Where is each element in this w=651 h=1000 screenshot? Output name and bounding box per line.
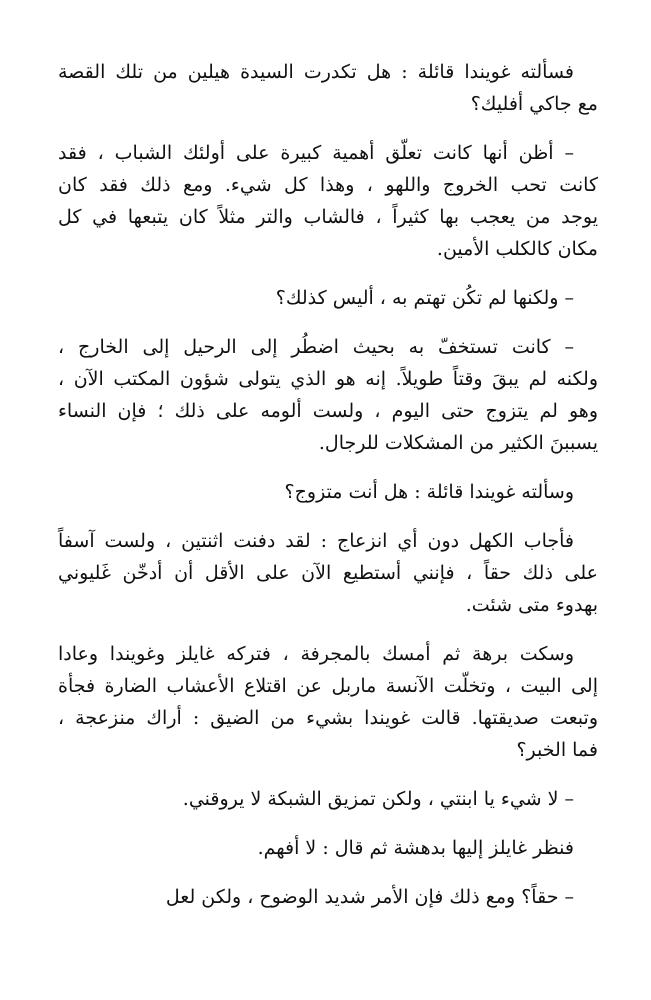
text-line: – لا شيء يا ابنتي ، ولكن تمزيق الشبكة لا يروقني. bbox=[182, 788, 574, 810]
text-line: وسألته غويندا قائلة : هل أنت متزوج؟ bbox=[284, 481, 574, 503]
text-line: مكان كالكلب الأمين. bbox=[436, 238, 598, 260]
text-line: فسألته غويندا قائلة : هل تكدرت السيدة هيلين من تلك القصة bbox=[58, 61, 574, 83]
text-line: ولكنه لم يبقَ وقتاً طويلاً. إنه هو الذي يتولى شؤون المكتب الآن ، bbox=[58, 368, 598, 390]
paragraph bbox=[58, 525, 598, 621]
text-line: – حقاً؟ ومع ذلك فإن الأمر شديد الوضوح ، ولكن لعل bbox=[165, 886, 574, 908]
text-line: – ولكنها لم تكُن تهتم به ، أليس كذلك؟ bbox=[275, 287, 574, 309]
text-line: فنظر غايلز إليها بدهشة ثم قال : لا أفهم. bbox=[257, 837, 574, 859]
paragraph bbox=[58, 881, 598, 913]
paragraph bbox=[58, 282, 598, 314]
text-line: – كانت تستخفّ به بحيث اضطُر إلى الرحيل إلى الخارج ، bbox=[58, 336, 574, 358]
text-line: وسكت برهة ثم أمسك بالمجرفة ، فتركه غايلز وغويندا وعادا bbox=[58, 643, 574, 665]
text-line: وتبعت صديقتها. قالت غويندا بشيء من الضيق : أراك منزعجة ، bbox=[58, 707, 598, 729]
text-line: إلى البيت ، وتخلّت الآنسة ماربل عن اقتلاع الأعشاب الضارة فجأة bbox=[58, 675, 598, 697]
paragraph bbox=[58, 638, 598, 766]
text-line: فما الخبر؟ bbox=[516, 739, 598, 761]
paragraph bbox=[58, 137, 598, 265]
text-line: وهو لم يتزوج حتى اليوم ، ولست ألومه على ذلك ؛ فإن النساء bbox=[58, 400, 598, 422]
paragraph bbox=[58, 832, 598, 864]
book-page bbox=[58, 56, 598, 930]
text-line: كانت تحب الخروج واللهو ، وهذا كل شيء. ومع ذلك فقد كان bbox=[58, 174, 598, 196]
text-line: – أظن أنها كانت تعلّق أهمية كبيرة على أولئك الشباب ، فقد bbox=[58, 142, 574, 164]
text-line: على ذلك حقاً ، فإنني أستطيع الآن على الأقل أن أدخّن غَليوني bbox=[58, 562, 598, 584]
paragraph bbox=[58, 783, 598, 815]
text-line: يسببنَ الكثير من المشكلات للرجال. bbox=[318, 432, 598, 454]
text-line: يوجد من يعجب بها كثيراً ، فالشاب والتر مثلاً كان يتبعها في كل bbox=[58, 206, 598, 228]
text-line: فأجاب الكهل دون أي انزعاج : لقد دفنت اثنتين ، ولست آسفاً bbox=[58, 530, 574, 552]
paragraph bbox=[58, 331, 598, 459]
text-line: مع جاكي أفليك؟ bbox=[470, 93, 598, 115]
paragraph bbox=[58, 56, 598, 120]
paragraph bbox=[58, 476, 598, 508]
text-line: بهدوء متى شئت. bbox=[465, 594, 598, 616]
